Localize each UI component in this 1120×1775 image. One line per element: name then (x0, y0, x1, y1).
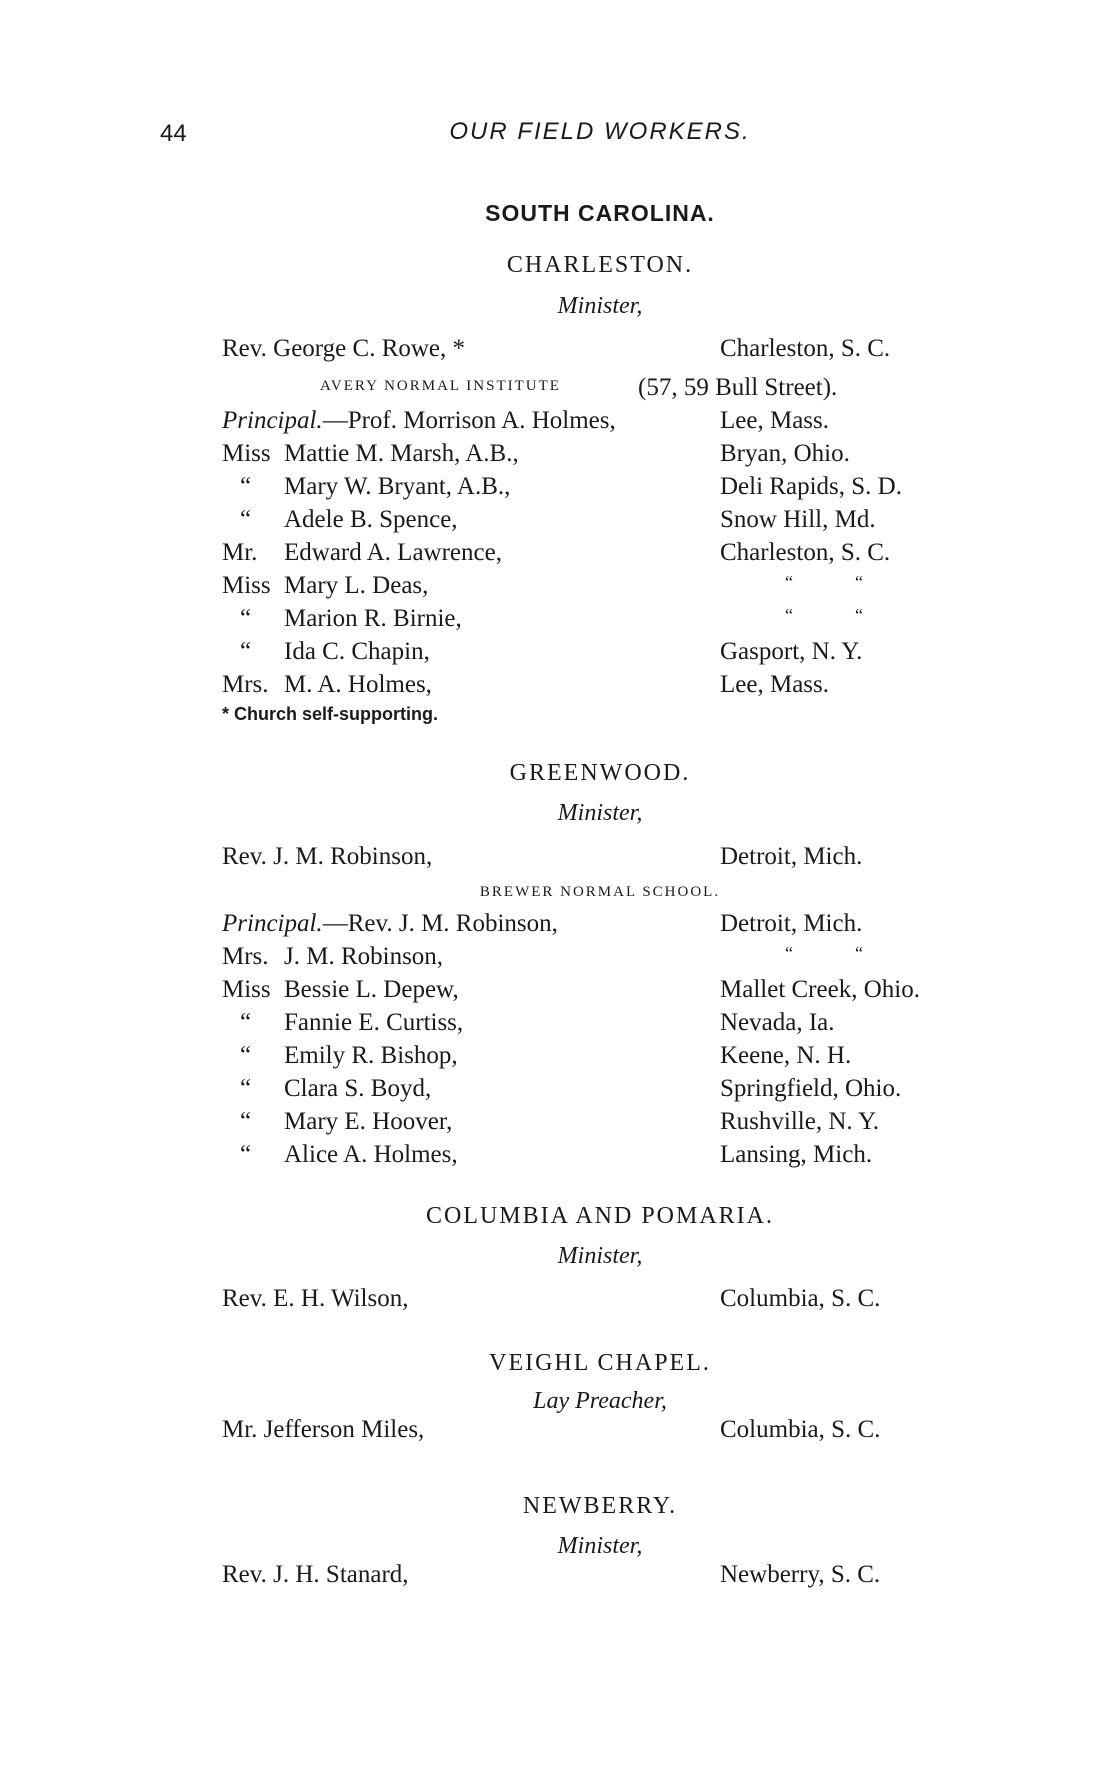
principal-place: Detroit, Mich. (720, 910, 863, 937)
staff-place: Charleston, S. C. (720, 539, 891, 566)
staff-place: Snow Hill, Md. (720, 506, 876, 533)
staff-row (0, 440, 1120, 472)
minister-row-columbia (0, 1285, 1120, 1317)
staff-place: Bryan, Ohio. (720, 440, 850, 467)
staff-title: “ (240, 1108, 252, 1135)
minister-place: Newberry, S. C. (720, 1561, 881, 1588)
state-heading: SOUTH CAROLINA. (485, 200, 715, 226)
staff-name: Mattie M. Marsh, A.B., (284, 440, 519, 467)
staff-row (0, 506, 1120, 538)
staff-row (0, 943, 1120, 975)
principal-row-charleston (0, 407, 1120, 439)
minister-place: Detroit, Mich. (720, 843, 863, 870)
staff-title: Miss (222, 572, 271, 599)
city-heading-greenwood: GREENWOOD. (509, 760, 691, 786)
ditto-mark: “ (855, 572, 863, 592)
staff-title: Mr. (222, 539, 258, 566)
staff-title: Mrs. (222, 943, 269, 970)
staff-place: Lansing, Mich. (720, 1141, 873, 1168)
staff-place: Mallet Creek, Ohio. (720, 976, 920, 1003)
staff-name: Mary E. Hoover, (284, 1108, 453, 1135)
running-head: OUR FIELD WORKERS. (449, 118, 751, 145)
minister-name: Rev. J. H. Stanard, (222, 1561, 409, 1588)
staff-name: Alice A. Holmes, (284, 1141, 458, 1168)
staff-name: Ida C. Chapin, (284, 638, 430, 665)
minister-row-charleston (0, 335, 1120, 367)
staff-title: Miss (222, 440, 271, 467)
staff-row (0, 539, 1120, 571)
staff-name: Emily R. Bishop, (284, 1042, 458, 1069)
role-heading-greenwood: Minister, (557, 800, 643, 826)
institute-address: (57, 59 Bull Street). (638, 374, 838, 401)
ditto-mark: “ (785, 572, 793, 592)
staff-row (0, 605, 1120, 637)
staff-name: M. A. Holmes, (284, 671, 432, 698)
principal-name: —Rev. J. M. Robinson, (322, 910, 558, 937)
staff-place: Gasport, N. Y. (720, 638, 863, 665)
staff-row (0, 638, 1120, 670)
minister-place: Columbia, S. C. (720, 1416, 881, 1443)
staff-row (0, 671, 1120, 703)
minister-row-veighl (0, 1416, 1120, 1448)
staff-title: “ (240, 506, 252, 533)
city-heading-newberry: NEWBERRY. (522, 1493, 678, 1519)
staff-row (0, 1075, 1120, 1107)
city-heading-columbia: COLUMBIA AND POMARIA. (425, 1203, 775, 1229)
minister-row-greenwood (0, 843, 1120, 875)
role-heading-newberry: Minister, (557, 1533, 643, 1559)
role-heading-charleston: Minister, (557, 293, 643, 319)
staff-row (0, 572, 1120, 604)
staff-name: Adele B. Spence, (284, 506, 458, 533)
staff-name: Clara S. Boyd, (284, 1075, 432, 1102)
city-heading-veighl: VEIGHL CHAPEL. (489, 1350, 711, 1376)
staff-title: “ (240, 473, 252, 500)
staff-place: Lee, Mass. (720, 671, 829, 698)
minister-place: Columbia, S. C. (720, 1285, 881, 1312)
staff-place: Springfield, Ohio. (720, 1075, 902, 1102)
principal-name: —Prof. Morrison A. Holmes, (322, 407, 616, 434)
minister-name: Rev. J. M. Robinson, (222, 843, 433, 870)
role-heading-columbia: Minister, (557, 1243, 643, 1269)
staff-name: Marion R. Birnie, (284, 605, 462, 632)
minister-name: Rev. E. H. Wilson, (222, 1285, 409, 1312)
principal-row-greenwood (0, 910, 1120, 942)
staff-name: Mary W. Bryant, A.B., (284, 473, 511, 500)
staff-place: Nevada, Ia. (720, 1009, 835, 1036)
staff-row (0, 473, 1120, 505)
staff-name: J. M. Robinson, (284, 943, 444, 970)
staff-name: Mary L. Deas, (284, 572, 429, 599)
staff-place: Keene, N. H. (720, 1042, 852, 1069)
ditto-mark: “ (855, 605, 863, 625)
minister-name: Rev. George C. Rowe, * (222, 335, 466, 362)
staff-row (0, 1042, 1120, 1074)
staff-row (0, 976, 1120, 1008)
footnote: * Church self-supporting. (222, 704, 438, 724)
ditto-mark: “ (855, 943, 863, 963)
principal-label: Principal. (222, 910, 323, 937)
institute-name: AVERY NORMAL INSTITUTE (320, 378, 561, 394)
staff-title: “ (240, 1042, 252, 1069)
city-heading-charleston: CHARLESTON. (506, 252, 694, 278)
staff-name: Edward A. Lawrence, (284, 539, 502, 566)
staff-place: Deli Rapids, S. D. (720, 473, 902, 500)
school-name-brewer: BREWER NORMAL SCHOOL. (479, 884, 721, 900)
staff-title: “ (240, 1075, 252, 1102)
minister-place: Charleston, S. C. (720, 335, 891, 362)
staff-title: Mrs. (222, 671, 269, 698)
staff-row (0, 1108, 1120, 1140)
minister-row-newberry (0, 1561, 1120, 1593)
staff-row (0, 1009, 1120, 1041)
ditto-mark: “ (785, 943, 793, 963)
principal-place: Lee, Mass. (720, 407, 829, 434)
page-number: 44 (160, 120, 187, 147)
staff-title: “ (240, 638, 252, 665)
role-heading-veighl: Lay Preacher, (533, 1388, 667, 1414)
minister-name: Mr. Jefferson Miles, (222, 1416, 425, 1443)
staff-title: Miss (222, 976, 271, 1003)
staff-name: Bessie L. Depew, (284, 976, 459, 1003)
staff-title: “ (240, 1141, 252, 1168)
principal-label: Principal. (222, 407, 323, 434)
ditto-mark: “ (785, 605, 793, 625)
staff-title: “ (240, 1009, 252, 1036)
staff-title: “ (240, 605, 252, 632)
staff-place: Rushville, N. Y. (720, 1108, 880, 1135)
staff-row (0, 1141, 1120, 1173)
staff-name: Fannie E. Curtiss, (284, 1009, 464, 1036)
